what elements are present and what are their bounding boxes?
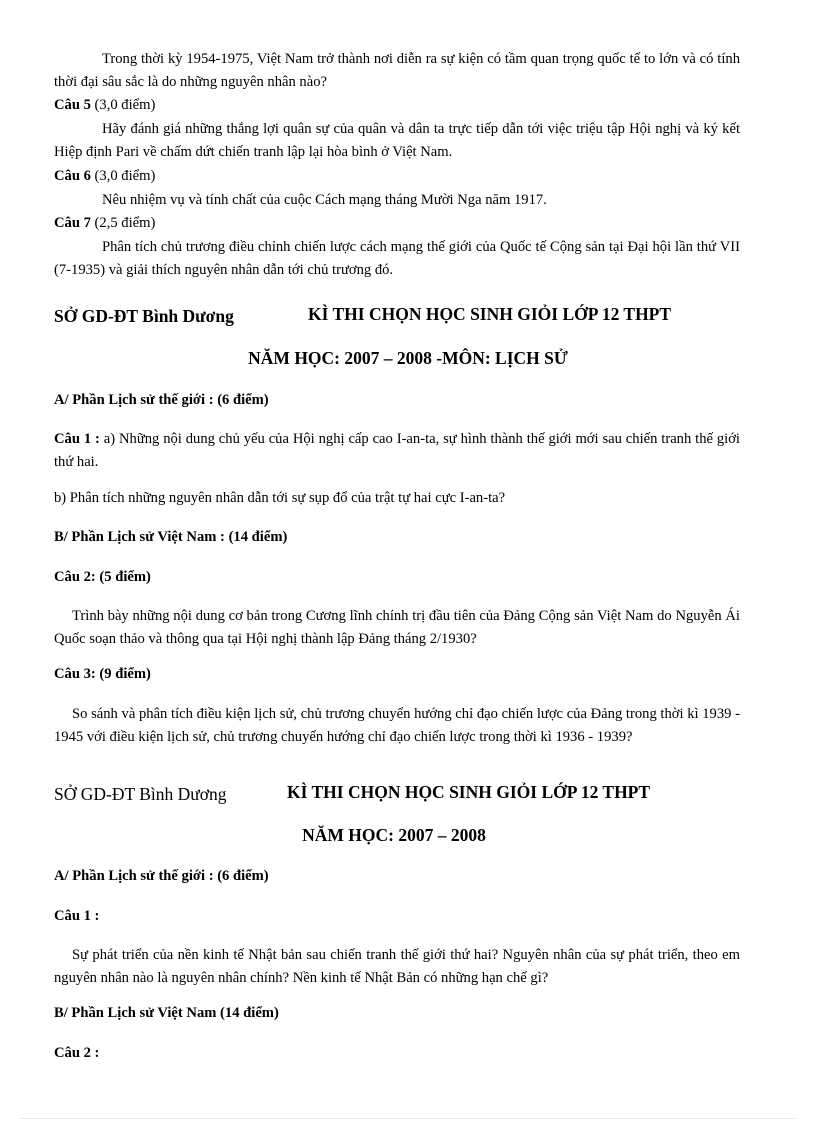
exam1-question-2-text: Trình bày những nội dung cơ bản trong Cương lĩnh chính trị đầu tiên của Đảng Cộng sản Việt Nam do Nguyễn Ái Quốc soạn thảo và thông qua tại Hội nghị thành lập Đảng tháng 2/1930? [54, 608, 740, 647]
exam2-part-a: A/ Phần Lịch sử thế giới : (6 điểm) [54, 868, 269, 884]
exam1-question-1-label: Câu 1 : [54, 431, 100, 447]
question-6-label: Câu 6 [54, 168, 91, 184]
exam1-year-subject: NĂM HỌC: 2007 – 2008 -MÔN: LỊCH SỬ [248, 348, 568, 368]
question-5-text: Hãy đánh giá những thắng lợi quân sự của quân và dân ta trực tiếp dẫn tới việc triệu tập Hội nghị và ký kết Hiệp định Pari về chấm dứt chiến tranh lập lại hòa bình ở Việt Nam. [54, 121, 740, 160]
question-7-points: (2,5 điểm) [90, 215, 156, 231]
exam1-question-1-b: b) Phân tích những nguyên nhân dẫn tới sự sụp đổ của trật tự hai cực I-an-ta? [54, 490, 506, 506]
page-bottom-divider [20, 1118, 796, 1119]
question-5-points: (3,0 điểm) [90, 97, 156, 113]
question-7-text: Phân tích chủ trương điều chỉnh chiến lược cách mạng thế giới của Quốc tế Cộng sản tại Đại hội lần thứ VII (7-1935) và giải thích nguyên nhân dẫn tới chủ trương đó. [54, 239, 740, 278]
exam1-question-1 [54, 428, 740, 474]
question-6-points: (3,0 điểm) [90, 168, 156, 184]
question-5-heading [54, 94, 740, 117]
question-7-heading [54, 212, 740, 235]
exam1-title: KÌ THI CHỌN HỌC SINH GIỎI LỚP 12 THPT [308, 304, 672, 324]
exam2-year: NĂM HỌC: 2007 – 2008 [302, 825, 486, 845]
exam1-part-a: A/ Phần Lịch sử thế giới : (6 điểm) [54, 392, 269, 408]
exam2-part-b: B/ Phần Lịch sử Việt Nam (14 điểm) [54, 1005, 279, 1021]
exam1-question-3-text: So sánh và phân tích điều kiện lịch sử, chủ trương chuyển hướng chỉ đạo chiến lược của Đảng trong thời kì 1939 - 1945 với điều kiện lịch sử, chủ trương chuyển hướng chỉ đạo chiến lược trong thời kì 1936 - 1939? [54, 706, 740, 745]
exam2-title: KÌ THI CHỌN HỌC SINH GIỎI LỚP 12 THPT [287, 782, 651, 802]
exam1-question-1-a: a) Những nội dung chủ yếu của Hội nghị cấp cao I-an-ta, sự hình thành thế giới mới sau chiến tranh thế giới thứ hai. [54, 431, 740, 470]
question-7-label: Câu 7 [54, 215, 91, 231]
question-5-label: Câu 5 [54, 97, 91, 113]
exam1-part-b: B/ Phần Lịch sử Việt Nam : (14 điểm) [54, 529, 288, 545]
exam1-question-3-label: Câu 3: (9 điểm) [54, 666, 151, 682]
exam2-question-2-label: Câu 2 : [54, 1045, 100, 1061]
exam1-question-2-label: Câu 2: (5 điểm) [54, 569, 151, 585]
exam2-question-1-text: Sự phát triển của nền kinh tế Nhật bản sau chiến tranh thế giới thứ hai? Nguyên nhân của sự phát triển, theo em nguyên nhân nào là nguyên nhân chính? Nền kinh tế Nhật Bản có những hạn chế gì? [54, 947, 740, 986]
intro-question-text: Trong thời kỳ 1954-1975, Việt Nam trở thành nơi diễn ra sự kiện có tầm quan trọng quốc tế to lớn và có tính thời đại sâu sắc là do những nguyên nhân nào? [54, 51, 740, 90]
question-6-text: Nêu nhiệm vụ và tính chất của cuộc Cách mạng tháng Mười Nga năm 1917. [102, 192, 547, 208]
exam2-question-1-label: Câu 1 : [54, 908, 100, 924]
exam1-org: SỞ GD-ĐT Bình Dương [54, 306, 234, 326]
question-6-heading [54, 165, 740, 188]
exam2-org: SỞ GD-ĐT Bình Dương [54, 784, 227, 804]
